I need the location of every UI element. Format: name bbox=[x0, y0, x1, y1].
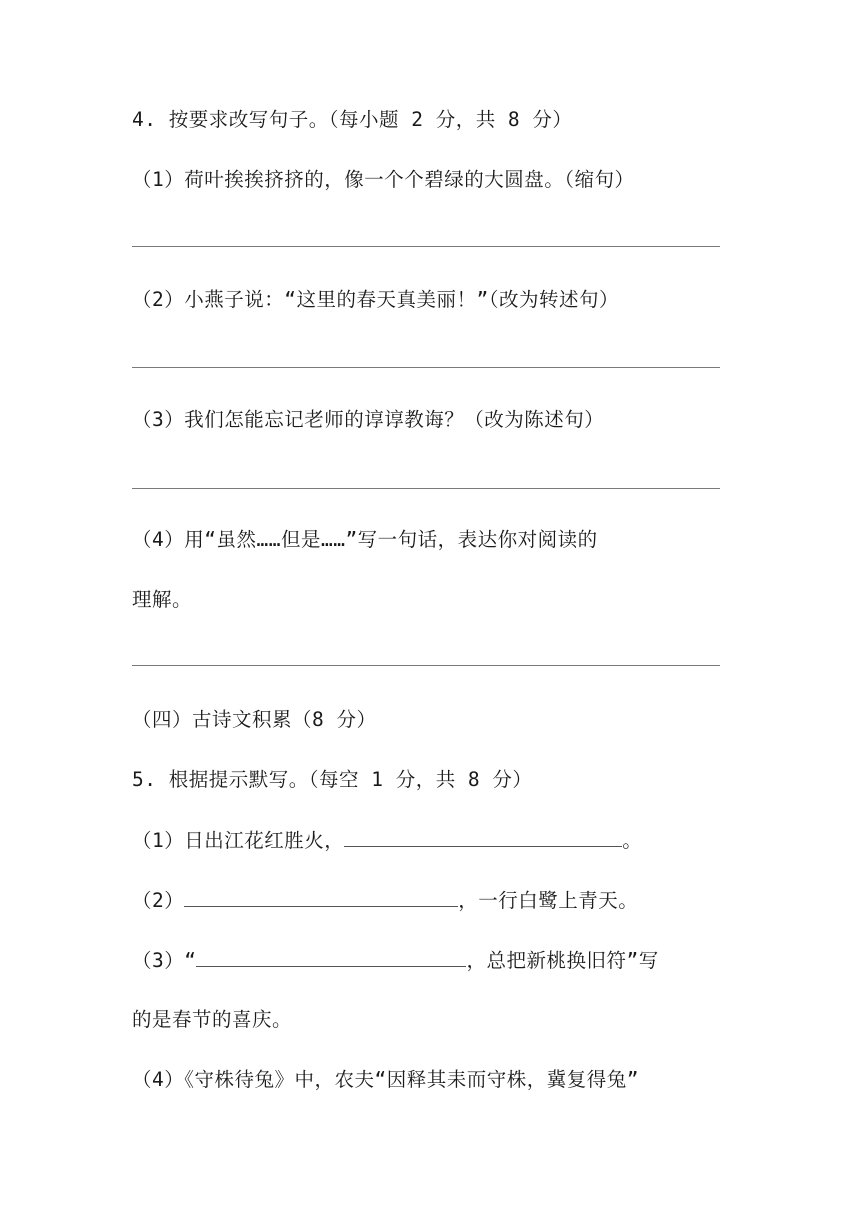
answer-line-3[interactable] bbox=[132, 488, 720, 489]
q5-item-2-prefix: （2） bbox=[132, 889, 185, 912]
q5-item-2 bbox=[132, 886, 638, 915]
q5-item-1-prefix: （1）日出江花红胜火， bbox=[132, 829, 345, 852]
q4-item-2: （2）小燕子说：“这里的春天真美丽！”（改为转述句） bbox=[132, 288, 619, 311]
q5-item-1-suffix: 。 bbox=[622, 829, 643, 852]
fill-blank-3[interactable] bbox=[196, 946, 466, 967]
q5-item-3-cont: 的是春节的喜庆。 bbox=[132, 1008, 293, 1031]
q4-heading: 4. 按要求改写句子。（每小题 2 分，共 8 分） bbox=[132, 108, 573, 131]
fill-blank-2[interactable] bbox=[184, 886, 458, 907]
q4-item-4: （4）用“虽然……但是……”写一句话，表达你对阅读的 bbox=[132, 528, 598, 551]
q5-heading: 5. 根据提示默写。（每空 1 分，共 8 分） bbox=[132, 768, 533, 791]
section4-heading: （四）古诗文积累（8 分） bbox=[132, 708, 377, 731]
q5-item-4: （4）《守株待兔》中，农夫“因释其耒而守株，冀复得兔” bbox=[132, 1068, 639, 1091]
q5-item-2-suffix: ，一行白鹭上青天。 bbox=[458, 889, 639, 912]
answer-line-1[interactable] bbox=[132, 246, 720, 247]
q5-item-1 bbox=[132, 826, 642, 855]
fill-blank-1[interactable] bbox=[344, 826, 622, 847]
q4-item-1: （1）荷叶挨挨挤挤的，像一个个碧绿的大圆盘。（缩句） bbox=[132, 168, 635, 191]
q5-item-3 bbox=[132, 946, 659, 975]
answer-line-2[interactable] bbox=[132, 367, 720, 368]
q5-item-3-prefix: （3）“ bbox=[132, 949, 197, 972]
answer-line-4[interactable] bbox=[132, 665, 720, 666]
q4-item-4-cont: 理解。 bbox=[132, 588, 193, 611]
q4-item-3: （3）我们怎能忘记老师的谆谆教诲？（改为陈述句） bbox=[132, 408, 605, 431]
q5-item-3-suffix: ，总把新桃换旧符”写 bbox=[466, 949, 659, 972]
